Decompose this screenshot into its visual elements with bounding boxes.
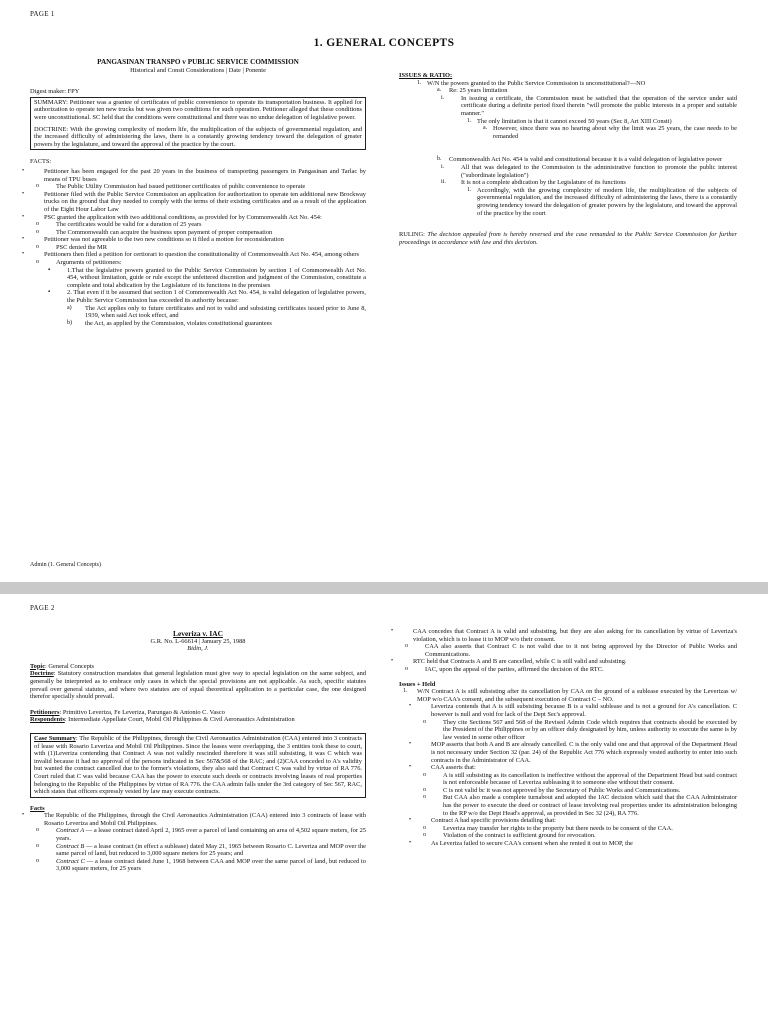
list-item: • The Republic of the Philippines, through the Civil Aeronautics Administration (CAA) entered into 3 contracts of lease with Rosario Leveriza and Mobil Oil Philippines. o Contract A — a lease contract dated April 2, 1965 over a parcel of land containing an area of 4,502 square meters, for 25 years. o Contract B — a lease contract (in effect a sublease) dated May 21, 1965 between Rosario C. Leveriza and MOP over the same parcel of land, but reduced to 3,000 square meters for 25 years; and o Contract C — a lease contract dated June 1, 1968 between CAA and MOP over the same parcel of land, but reduced to 3,000 square meters, for 25 years	[22, 812, 367, 873]
issues-list	[399, 688, 737, 847]
list-item: • PSC granted the application with two additional conditions, as provided for by Commonwealth Act No. 454: o The certificates would be valid for a duration of 25 years o The Commonwealth can acquire the business upon payment of proper compensation	[30, 214, 366, 237]
circle-bullet-icon: o	[405, 643, 408, 650]
list-item: a. Re: 25 years limitation i. In issuing a certificate, the Commission must be satisfied that the operation of the service under said certificate during a definite period fixed therein "will promote the public interests in a proper and suitable manner." 1. The only limitation is that it cannot exceed 50 years (Sec 8, Art XIII Consti) a. However, since there was no hearing about why the limit was 25 years, the case needs to be remanded	[437, 87, 737, 140]
square-bullet-icon: ▪	[48, 266, 51, 273]
list-item: • RTC held that Contracts A and B are cancelled, while C is still valid and subsisting. o IAC, upon the appeal of the parties, affirmed the decision of the RTC.	[399, 658, 737, 673]
list-item: a. However, since there was no hearing about why the limit was 25 years, the case needs to be remanded	[483, 125, 737, 140]
circle-bullet-icon: o	[36, 259, 39, 266]
doctrine: Doctrine: Statutory construction mandates that general legislation must give way to special legislation on the same subject, and generally be interpreted as to embrace only cases in which the special provisions are not applicable. As such, specific statutes prevail over general statutes, and where two statutes are of equal theoretical application to a particular case, the one designed therefor specially should prevail.	[30, 670, 366, 701]
bullet-icon: •	[22, 251, 25, 258]
list-item: • Leveriza contends that A is still subsisting because B is a valid sublease and is not a ground for A's cancellation. C however is null and void for lack of the Dept Sec's approval. o They cite Sections 567 and 568 of the Revised Admin Code which requires that contracts should be executed by the President of the Philippines or by an officer duly designated by him, unless authority to execute the same is by law vested in some other officer	[409, 703, 737, 741]
list-item: • MOP asserts that both A and B are already cancelled. C is the only valid one and that approval of the Department Head is not necessary under Section 32 (par. 24) of the Republic Act 776 which expressly vested authority to enter into such contracts in the Administrator of CAA.	[409, 741, 737, 764]
list-item: b) the Act, as applied by the Commission, violates constitutional guarantees	[67, 319, 272, 327]
bullet-icon: •	[391, 658, 394, 665]
list-item: o Arguments of petitioners: ▪ 1.That the legislative powers granted to the Public Service Commission by section 1 of Commonwealth Act No. 454, without limitation, guide or rule except the unfettered discretion and judgment of the Commission, constitute a complete and total abdication by the Legislature of its functions in the premises ▪ 2. That even if it be assumed that section 1 of Commonwealth Act No. 454, is valid delegation of legislative powers, the Public Service Commission has exceeded its authority because: a) The Act applies only to future certificates and not to valid and subsisting certificates issued prior to June 8, 1939, when said Act took effect, and b) the Act, as applied by the Commission, violates constitutional guarantees	[36, 259, 366, 327]
list-item: o IAC, upon the appeal of the parties, affirmed the decision of the RTC.	[405, 665, 604, 673]
right-column	[399, 72, 737, 246]
list-item: • Petitioner filed with the Public Service Commission an application for authorization to operate ten additional new Brockway trucks on the ground that they needed to comply with the terms of their existing certificates and as a result of the application of the Eight Hour Labor Law	[22, 190, 366, 213]
list-item: a) The Act applies only to future certificates and not to valid and subsisting certificates issued prior to June 8, 1939, when said Act took effect, and	[67, 304, 366, 320]
circle-bullet-icon: o	[423, 786, 426, 793]
circle-bullet-icon: o	[423, 771, 426, 778]
list-item: o PSC denied the MR	[36, 243, 107, 251]
list-item: o Leveriza may transfer her rights to the property but there needs to be consent of the CAA.	[423, 824, 673, 832]
bullet-icon: •	[22, 167, 25, 174]
page-label: PAGE 2	[30, 604, 55, 612]
circle-bullet-icon: o	[405, 665, 408, 672]
circle-bullet-icon: o	[423, 824, 426, 831]
bullet-icon: •	[391, 628, 394, 634]
bullet-icon: •	[409, 764, 412, 771]
left-column	[22, 58, 366, 327]
digest-maker: Digest maker: FPY	[30, 88, 80, 96]
respondents: Respondents: Intermediate Appellate Court, Mobil Oil Philippines & Civil Aeronautics Administration	[30, 716, 295, 724]
case-title: Leveriza v. IAC	[173, 629, 223, 638]
issues-label: ISSUES & RATIO:	[399, 72, 453, 79]
list-item: o The certificates would be valid for a duration of 25 years	[36, 221, 202, 229]
circle-bullet-icon: o	[423, 718, 426, 725]
list-item: ii. It is not a complete abdication by the Legislature of its functions 1. Accordingly, with the growing complexity of modern life, the multiplication of the subjects of governmental regulation, and the increased difficulty of administering the laws, there is a constantly growing tendency toward the delegation of greater powers by the legislature, and toward the approval of the practice by the court	[441, 179, 737, 217]
list-item: o The Public Utility Commission had issued petitioner certificates of public convenience to operate	[36, 183, 306, 191]
bullet-icon: •	[409, 741, 412, 748]
list-item: b. Commonwealth Act No. 454 is valid and constitutional because it is a valid delegation of legislative power i. All that was delegated to the Commission is the administrative function to promote the public interest ("subordinate legislation") ii. It is not a complete abdication by the Legislature of its functions 1. Accordingly, with the growing complexity of modern life, the multiplication of the subjects of governmental regulation, and the increased difficulty of administering the laws, there is a constantly growing tendency toward the delegation of greater powers by the legislature, and toward the approval of the practice by the court	[437, 156, 737, 217]
bullet-icon: •	[22, 236, 25, 243]
list-item: ▪ 1.That the legislative powers granted to the Public Service Commission by section 1 of Commonwealth Act No. 454, without limitation, guide or rule except the unfettered discretion and judgment of the Commission, constitute a complete and total abdication by the Legislature of its functions in the premises	[48, 266, 366, 289]
list-item: • Petitioners then filed a petition for certiorari to question the constitutionality of Commonwealth Act No. 454, among others o Arguments of petitioners: ▪ 1.That the legislative powers granted to the Public Service Commission by section 1 of Commonwealth Act No. 454, without limitation, guide or rule except the unfettered discretion and judgment of the Commission, constitute a complete and total abdication by the Legislature of its functions in the premises ▪ 2. That even if it be assumed that section 1 of Commonwealth Act No. 454, is valid delegation of legislative powers, the Public Service Commission has exceeded its authority because: a) The Act applies only to future certificates and not to valid and subsisting certificates issued prior to June 8, 1939, when said Act took effect, and b) the Act, as applied by the Commission, violates constitutional guarantees	[22, 251, 366, 327]
bullet-icon: •	[409, 703, 412, 710]
page-label: PAGE 1	[30, 10, 55, 18]
list-item: 1. W/N Contract A is still subsisting after its cancellation by CAA on the ground of a sublease executed by the Leverizas w/ MOP w/o CAA's consent, and the subsequent execution of Contract C – NO. • Leveriza contends that A is still subsisting because B is a valid sublease and is not a ground for A's cancellation. C however is null and void for lack of the Dept Sec's approval. o They cite Sections 567 and 568 of the Revised Admin Code which requires that contracts should be executed by the President of the Philippines or by an officer duly designated by him, unless authority to execute the same is by law vested in some other officer • MOP asserts that both A and B are already cancelled. C is the only valid one and that approval of the Department Head is not necessary under Section 32 (par. 24) of the Republic Act 776 which expressly vested authority to enter into such contracts in the Administrator of CAA. • CAA asserts that: o A is still subsisting as its cancellation is ineffective without the approval of the Department Head but said contract is not enforceable because of Leveriza subleasing it to someone else without their consent. o C is not valid bc it was not approved by the Secretary of Public Works and Communications. o But CAA also made a complete turnabout and adopted the IAC decision which said that the CAA Administrator has the power to execute the deed or contract of lease involving real properties under its administration belonging to the RP w/o the Dept Head's approval, as provided in Sec 32 (24), RA 776. • Contract A had specific provisions detailing that: o Leveriza may transfer her rights to the property but there needs to be consent of the CAA. o Violation of the contract is sufficient ground for revocation. • As Leveriza failed to secure CAA's consent when she rented it out to MOP, the	[403, 688, 737, 848]
issues-label: Issues + Held	[399, 680, 436, 688]
case-summary-box: Case Summary: The Republic of the Philippines, through the Civil Aeronautics Administration (CAA) entered into 3 contracts of lease with Rosario Leveriza and Mobil Oil Philippines. Since the leases were overlapping, the 3 entities took these to court, with (1)Leveriza contending that Contract A was not validly rescinded therefore it was still subsisting, it was C which was invalid because it had no approval of the persons indicated in Sec 567&568 of the RAC; and (2)CAA conceded to A's validity but wanted the contract cancelled due to the former's violations, they also said that Contract C was valid by virtue of RA 776. Court ruled that C was valid because CAA has the power to execute such deeds or contracts involving leases of real properties belonging to the Republic of the Philippines by virtue of RA 776. the CAA admin falls under the 3rd category of Sec 567, RAC, which states that officers expressly vested by law may execute contracts.	[30, 733, 366, 798]
list-item: ▪ 2. That even if it be assumed that section 1 of Commonwealth Act No. 454, is valid delegation of legislative powers, the Public Service Commission has exceeded its authority because: a) The Act applies only to future certificates and not to valid and subsisting certificates issued prior to June 8, 1939, when said Act took effect, and b) the Act, as applied by the Commission, violates constitutional guarantees	[48, 289, 366, 327]
ponente: Bidin, J.	[187, 645, 209, 653]
square-bullet-icon: ▪	[48, 289, 51, 296]
chapter-heading: 1. GENERAL CONCEPTS	[313, 37, 455, 49]
list-item: • Contract A had specific provisions detailing that: o Leveriza may transfer her rights to the property but there needs to be consent of the CAA. o Violation of the contract is sufficient ground for revocation.	[417, 817, 737, 840]
circle-bullet-icon: o	[36, 228, 39, 235]
case-subtitle: Historical and Consti Considerations | Date | Ponente	[130, 66, 266, 74]
circle-bullet-icon: o	[36, 243, 39, 250]
bullet-icon: •	[409, 840, 412, 847]
list-item: o C is not valid bc it was not approved by the Secretary of Public Works and Communications.	[423, 786, 681, 794]
facts-label: FACTS:	[30, 158, 52, 166]
list-item: o A is still subsisting as its cancellation is ineffective without the approval of the Department Head but said contract is not enforceable because of Leveriza subleasing it to someone else without their consent.	[423, 771, 737, 787]
proceedings-list	[391, 628, 737, 674]
list-item: • CAA asserts that: o A is still subsisting as its cancellation is ineffective without the approval of the Department Head but said contract is not enforceable because of Leveriza subleasing it to someone else without their consent. o C is not valid bc it was not approved by the Secretary of Public Works and Communications. o But CAA also made a complete turnabout and adopted the IAC decision which said that the CAA Administrator has the power to execute the deed or contract of lease involving real properties under its administration belonging to the RP w/o the Dept Head's approval, as provided in Sec 32 (24), RA 776.	[409, 764, 737, 817]
bullet-icon: •	[22, 190, 25, 197]
list-item: o Contract C — a lease contract dated June 1, 1968 between CAA and MOP over the same parcel of land, but reduced to 3,000 square meters, for 25 years	[36, 857, 366, 873]
list-item: i. In issuing a certificate, the Commission must be satisfied that the operation of the service under said certificate during a definite period fixed therein "will promote the public interests in a proper and suitable manner." 1. The only limitation is that it cannot exceed 50 years (Sec 8, Art XIII Consti) a. However, since there was no hearing about why the limit was 25 years, the case needs to be remanded	[441, 94, 737, 140]
list-item: o They cite Sections 567 and 568 of the Revised Admin Code which requires that contracts should be executed by the President of the Philippines or by an officer duly designated by him, unless authority to execute the same is by law vested in some other officer	[423, 718, 737, 741]
circle-bullet-icon: o	[36, 221, 39, 228]
bullet-icon: •	[22, 812, 25, 819]
facts-list	[22, 167, 366, 327]
page-footer: Admin (1. General Concepts)	[30, 562, 101, 568]
circle-bullet-icon: o	[36, 827, 39, 834]
list-item: • CAA concedes that Contract A is valid and subsisting, but they are also asking for its cancellation by virtue of Leveriza's violation, which is to lease it to MOP w/o their consent. o CAA also asserts that Contract C is not valid due to it not being approved by the Director of Public Works and Communications.	[391, 628, 737, 658]
list-item: o The Commonwealth can acquire the business upon payment of proper compensation	[36, 228, 273, 236]
circle-bullet-icon: o	[36, 857, 39, 864]
list-item: 1. The only limitation is that it cannot exceed 50 years (Sec 8, Art XIII Consti) a. However, since there was no hearing about why the limit was 25 years, the case needs to be remanded	[467, 117, 737, 140]
list-item: o But CAA also made a complete turnabout and adopted the IAC decision which said that the CAA Administrator has the power to execute the deed or contract of lease involving real properties under its administration belonging to the RP w/o the Dept Head's approval, as provided in Sec 32 (24), RA 776.	[423, 794, 737, 817]
doctrine-text: DOCTRINE: With the growing complexity of modern life, the multiplication of the subjects of governmental regulation, and the increased difficulty of administering the laws, there is a constantly growing tendency toward the delegation of greater powers by the legislature, and toward the approval of the practice by the court.	[34, 125, 362, 148]
circle-bullet-icon: o	[36, 183, 39, 190]
list-item: o Violation of the contract is sufficient ground for revocation.	[423, 832, 596, 840]
case-title: PANGASINAN TRANSPO v PUBLIC SERVICE COMMISSION	[97, 58, 299, 66]
circle-bullet-icon: o	[423, 794, 426, 801]
list-item: 1. W/N the powers granted to the Public Service Commission is unconstitutional?—NO a. Re: 25 years limitation i. In issuing a certificate, the Commission must be satisfied that the operation of the service under said certificate during a definite period fixed therein "will promote the public interests in a proper and suitable manner." 1. The only limitation is that it cannot exceed 50 years (Sec 8, Art XIII Consti) a. However, since there was no hearing about why the limit was 25 years, the case needs to be remanded b. Commonwealth Act No. 454 is valid and constitutional because it is a valid delegation of legislative power i. All that was delegated to the Commission is the administrative function to promote the public interest ("subordinate legislation") ii. It is not a complete abdication by the Legislature of its functions 1. Accordingly, with the growing complexity of modern life, the multiplication of the subjects of governmental regulation, and the increased difficulty of administering the laws, there is a constantly growing tendency toward the delegation of greater powers by the legislature, and toward the approval of the practice by the court	[417, 79, 737, 217]
petitioners: Petitioners: Primitivo Leveriza, Fe Leveriza, Parungao & Antonio C. Vasco	[30, 708, 225, 716]
list-item: o Contract A — a lease contract dated April 2, 1965 over a parcel of land containing an area of 4,502 square meters, for 25 years.	[36, 827, 367, 843]
document-page-2	[0, 594, 768, 1024]
list-item: 1. Accordingly, with the growing complexity of modern life, the multiplication of the subjects of governmental regulation, and the increased difficulty of administering the laws, there is a constantly growing tendency toward the delegation of greater powers by the legislature, and toward the approval of the practice by the court	[467, 186, 737, 217]
right-column	[391, 628, 737, 848]
facts-list	[22, 812, 367, 873]
list-item: • Petitioner has been engaged for the past 20 years in the business of transporting passengers in Pangasinan and Tarlac by means of TPU buses o The Public Utility Commission had issued petitioner certificates of public convenience to operate	[22, 167, 366, 191]
summary-text: SUMMARY: Petitioner was a grantee of certificates of public convenience to operate its transportation business. It applied for authorization to operate ten new trucks but was given two conditions for such operation. Petitioner alleged that these conditions were unconstitutional. SC held that the conditions were constitutional and there was no undue delegation of legislative power.	[34, 98, 362, 121]
list-item: o CAA also asserts that Contract C is not valid due to it not being approved by the Director of Public Works and Communications.	[405, 643, 737, 658]
list-item: i. All that was delegated to the Commission is the administrative function to promote the public interest ("subordinate legislation")	[441, 163, 737, 179]
facts-label: Facts	[30, 804, 45, 812]
bullet-icon: •	[409, 817, 412, 824]
issues-list	[399, 80, 737, 218]
left-column	[22, 629, 367, 873]
ruling: RULING: The decision appealed from is hereby reversed and the case remanded to the Public Service Commission for further proceedings in accordance with law and this decision.	[399, 231, 738, 246]
summary-box	[30, 97, 366, 151]
circle-bullet-icon: o	[36, 842, 39, 849]
bullet-icon: •	[22, 213, 25, 220]
circle-bullet-icon: o	[423, 832, 426, 839]
topic: Topic: General Concepts	[30, 662, 95, 670]
list-item: • As Leveriza failed to secure CAA's consent when she rented it out to MOP, the	[409, 840, 633, 848]
list-item: • Petitioner was not agreeable to the two new conditions so it filed a motion for reconsideration o PSC denied the MR	[30, 236, 366, 251]
gr-number: G.R. No. L-66614 | January 25, 1988	[150, 637, 246, 645]
list-item: o Contract B — a lease contract (in effect a sublease) dated May 21, 1965 between Rosario C. Leveriza and MOP over the same parcel of land, but reduced to 3,000 square meters for 25 years; and	[36, 842, 366, 858]
